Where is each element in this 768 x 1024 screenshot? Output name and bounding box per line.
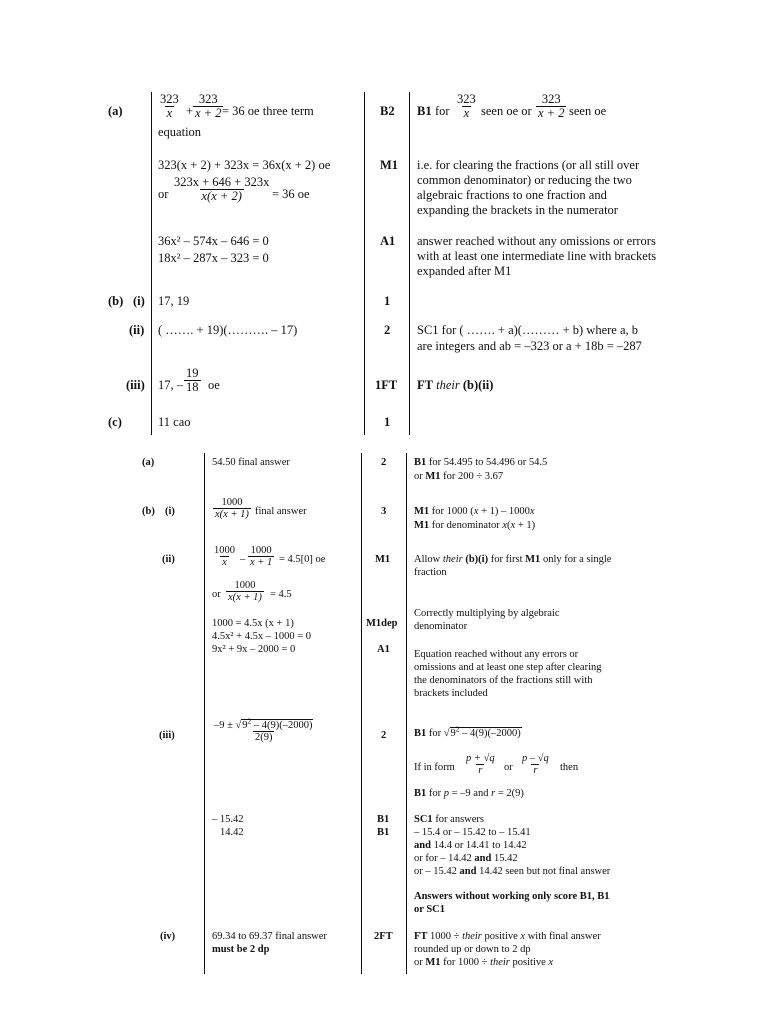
- t2-b-iii-answer-1: – 15.42: [212, 814, 244, 825]
- t1-a-guide-m1-2: common denominator) or reducing the two: [417, 173, 632, 187]
- t1-a-fraction-2: $\frac{323}{x + 2}$: [195, 92, 222, 121]
- table2-divider-2: [361, 453, 362, 974]
- t2-b-iv-guide-1: FT 1000 ÷ their positive x with final answer: [414, 931, 601, 942]
- t1-label-b-ii: (ii): [129, 323, 145, 337]
- t1-c-mark: 1: [384, 415, 391, 429]
- t2-b-ii-guide2-1: Correctly multiplying by algebraic: [414, 608, 560, 619]
- t1-a-working-line1: 323(x + 2) + 323x = 36x(x + 2) oe: [158, 158, 331, 172]
- t1-b-ii-mark: 2: [384, 323, 391, 337]
- t2-a-mark: 2: [381, 457, 387, 468]
- t1-a-guide-mid: seen oe or: [481, 104, 532, 118]
- t1-b-iii-ans-post: oe: [208, 378, 220, 392]
- t2-b-iv-guide-3: or M1 for 1000 ÷ their positive x: [414, 957, 554, 968]
- t1-b-ii-guide-2: are integers and ab = –323 or a + 18b = –287: [417, 339, 642, 353]
- t1-a-guide-fraction-2: $\frac{323}{x + 2}$: [538, 92, 565, 121]
- t2-b-iv-answer-2: must be 2 dp: [212, 944, 270, 955]
- t1-a-guide-b1: B1: [417, 104, 432, 118]
- t2-b-ii-mark-a1: A1: [377, 644, 390, 655]
- t2-b-ii-or: or: [212, 589, 221, 600]
- t2-b-iii-formula: $\frac{-9 \pm √9^2 - 4(9)(-2000)}{2(9)}$: [214, 716, 313, 744]
- t2-b-ii-mark-m1dep: M1dep: [366, 618, 398, 629]
- t1-b-ii-answer: ( ……. + 19)(………. – 17): [158, 323, 298, 337]
- t1-a-guide-m1-4: expanding the brackets in the numerator: [417, 203, 618, 217]
- t2-b-iii-guide-form-or: or: [504, 762, 513, 773]
- t1-a-fraction-1: $\frac{323}{x}$: [160, 92, 179, 121]
- t2-b-iii-bold-2: or SC1: [414, 904, 446, 915]
- t1-a-quad-2: 18x² – 287x – 323 = 0: [158, 251, 269, 265]
- t2-b-iii-guide-b1-sqrt: B1 for $√9^2 - 4(9)(-2000)$: [414, 724, 521, 739]
- t2-b-iii-mark-b1a: B1: [377, 814, 390, 825]
- t1-a-guide-for: for: [435, 104, 450, 118]
- t2-b-iii-guide-form-pre: If in form: [414, 762, 455, 773]
- t1-a-eq-tail2: equation: [158, 125, 202, 139]
- t1-a-guide-end: seen oe: [569, 104, 607, 118]
- t2-b-ii-guide1-2: fraction: [414, 567, 447, 578]
- t2-b-iii-guide-b1-pr: B1 for p = –9 and r = 2(9): [414, 788, 524, 799]
- t1-a-guide-a1-3: expanded after M1: [417, 264, 512, 278]
- t2-b-iii-sc-3: and 14.4 or 14.41 to 14.42: [414, 840, 527, 851]
- t2-b-iii-sc-1: SC1 for answers: [414, 814, 485, 825]
- t2-b-i-guide-1: M1 for 1000 (x + 1) – 1000x: [414, 506, 535, 517]
- table2-divider-1: [204, 453, 205, 974]
- t2-b-ii-guide3-3: the denominators of the fractions still with: [414, 675, 593, 686]
- t2-label-b-i: (i): [165, 506, 175, 517]
- t2-b-i-mark: 3: [381, 506, 387, 517]
- t2-label-b-ii: (ii): [162, 554, 175, 565]
- t1-b-iii-fraction: $\frac{19}{18}$: [186, 366, 199, 395]
- t1-a-eq-tail: = 36 oe three term: [222, 104, 314, 118]
- t1-a-guide-a1-1: answer reached without any omissions or errors: [417, 234, 656, 248]
- t1-b-iii-ans-pre: 17, –: [158, 378, 183, 392]
- t2-a-answer: 54.50 final answer: [212, 457, 290, 468]
- t2-b-i-guide-2: M1 for denominator x(x + 1): [414, 520, 536, 531]
- table1-divider-2: [364, 92, 365, 435]
- t1-b-i-mark: 1: [384, 294, 391, 308]
- t1-label-b-iii: (iii): [126, 378, 145, 392]
- t1-b-iii-mark: 1FT: [375, 378, 398, 392]
- t2-b-iii-mark-b1b: B1: [377, 827, 390, 838]
- t2-b-iii-guide-form-f2: $\frac{p - √q}{r}$: [522, 753, 549, 777]
- t1-c-answer: 11 cao: [158, 415, 191, 429]
- t1-a-guide-fraction-1: $\frac{323}{x}$: [457, 92, 476, 121]
- t2-b-iii-answer-2: 14.42: [220, 827, 244, 838]
- t1-a-guide-a1-2: with at least one intermediate line with brackets: [417, 249, 657, 263]
- t1-a-working-fraction: $\frac{323x + 646 + 323x}{x(x + 2)}$: [174, 175, 270, 204]
- t2-b-ii-line3: 1000 = 4.5x (x + 1): [212, 618, 294, 629]
- t2-b-i-tail: final answer: [255, 506, 307, 517]
- t2-b-ii-fraction-3: $\frac{1000}{x(x + 1)}$: [228, 580, 262, 604]
- t2-a-guide-2: or M1 for 200 ÷ 3.67: [414, 471, 504, 482]
- table1-divider-1: [151, 92, 152, 435]
- t2-b-ii-fraction-1: $\frac{1000}{x}$: [214, 545, 235, 569]
- t2-b-ii-mark-m1: M1: [375, 554, 391, 565]
- t1-label-b: (b): [108, 294, 124, 308]
- t1-a-mark-b2: B2: [380, 104, 395, 118]
- t1-a-guide-m1-3: algebraic fractions to one fraction and: [417, 188, 607, 202]
- t2-b-ii-tail2: = 4.5: [270, 589, 292, 600]
- t2-b-ii-tail: = 4.5[0] oe: [279, 554, 326, 565]
- t2-b-iii-bold-1: Answers without working only score B1, B1: [414, 891, 610, 902]
- t2-b-ii-line5: 9x² + 9x – 2000 = 0: [212, 644, 296, 655]
- t1-b-ii-guide-1: SC1 for ( ……. + a)(……… + b) where a, b: [417, 323, 638, 337]
- table1-divider-3: [409, 92, 410, 435]
- t2-b-i-fraction: $\frac{1000}{x(x + 1)}$: [215, 497, 249, 521]
- t2-b-iii-guide-form-f1: $\frac{p + √q}{r}$: [466, 753, 495, 777]
- t1-b-iii-guide: FT their (b)(ii): [417, 378, 494, 392]
- t2-b-iii-guide-form-post: then: [560, 762, 579, 773]
- t2-b-iii-sc-2: – 15.4 or – 15.42 to – 15.41: [414, 827, 531, 838]
- t1-a-mark-m1: M1: [380, 158, 399, 172]
- t2-b-ii-guide2-2: denominator: [414, 621, 468, 632]
- t1-label-a: (a): [108, 104, 123, 118]
- t1-a-or: or: [158, 187, 169, 201]
- table2-divider-3: [406, 453, 407, 974]
- t2-b-ii-line4: 4.5x² + 4.5x – 1000 = 0: [212, 631, 311, 642]
- t2-a-guide-1: B1 for 54.495 to 54.496 or 54.5: [414, 457, 548, 468]
- t1-label-c: (c): [108, 415, 122, 429]
- t2-b-iii-sc-5: or – 15.42 and 14.42 seen but not final answer: [414, 866, 611, 877]
- t2-b-ii-fraction-2: $\frac{1000}{x + 1}$: [250, 545, 273, 569]
- t2-b-iv-answer-1: 69.34 to 69.37 final answer: [212, 931, 327, 942]
- t2-b-iv-guide-2: rounded up or down to 2 dp: [414, 944, 531, 955]
- t2-b-ii-guide3-4: brackets included: [414, 688, 488, 699]
- t1-label-b-i: (i): [133, 294, 145, 308]
- t2-label-b-iii: (iii): [159, 730, 175, 741]
- t1-a-guide-m1-1: i.e. for clearing the fractions (or all still over: [417, 158, 640, 172]
- t1-a-working-tail: = 36 oe: [272, 187, 310, 201]
- t2-b-iii-sc-4: or for – 14.42 and 15.42: [414, 853, 518, 864]
- t2-b-ii-guide1-1: Allow their (b)(i) for first M1 only for a single: [414, 554, 612, 565]
- t2-b-iv-mark: 2FT: [374, 931, 393, 942]
- t1-a-quad-1: 36x² – 574x – 646 = 0: [158, 234, 269, 248]
- t2-b-ii-guide3-1: Equation reached without any errors or: [414, 649, 579, 660]
- t2-b-iii-mark: 2: [381, 730, 387, 741]
- t2-label-b-iv: (iv): [160, 931, 176, 942]
- t2-label-b: (b): [142, 506, 155, 517]
- t2-b-ii-guide3-2: omissions and at least one step after clearing: [414, 662, 602, 673]
- t1-a-mark-a1: A1: [380, 234, 396, 248]
- t1-b-i-answer: 17, 19: [158, 294, 190, 308]
- t2-label-a: (a): [142, 457, 155, 468]
